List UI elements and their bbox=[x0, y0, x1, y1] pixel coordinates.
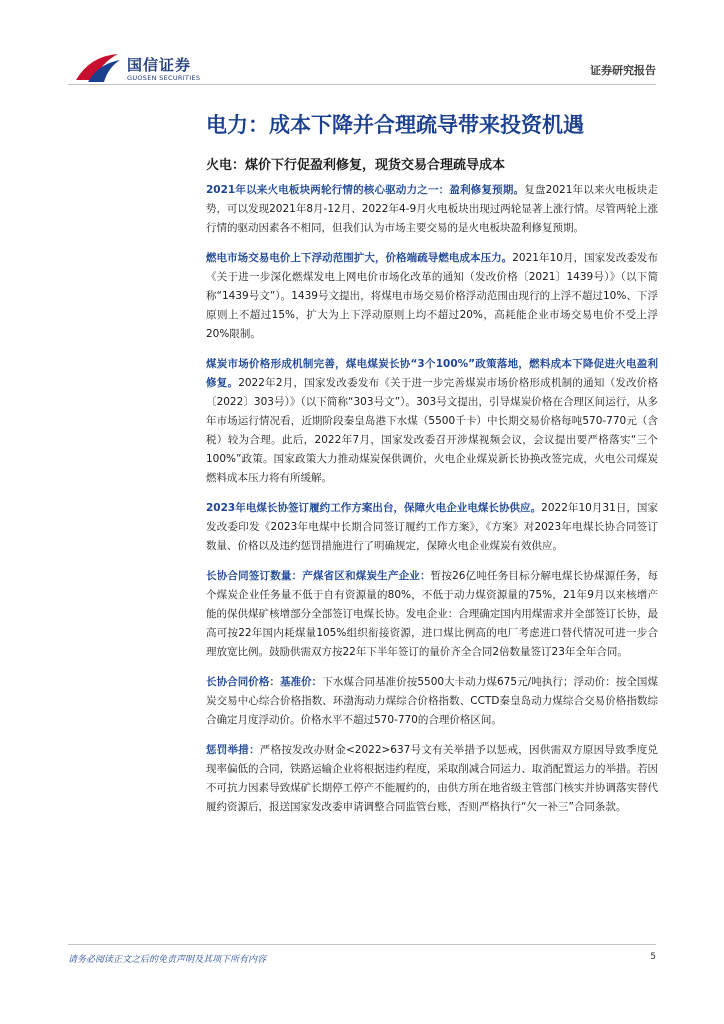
paragraph bbox=[206, 355, 658, 488]
paragraph-body: 复盘2021年以来火电板块走势，可以发现2021年8月-12月、2022年4-9月火电板块出现过两轮显著上涨行情。尽管两轮上涨行情的驱动因素各不相同，但我们认为市场主要交易的是火电板块盈利修复预期。 bbox=[206, 184, 658, 234]
sub-title: 火电：煤价下行促盈利修复，现货交易合理疏导成本 bbox=[206, 157, 506, 173]
logo-chinese-name: 国信证券 bbox=[127, 56, 192, 74]
paragraph bbox=[206, 499, 658, 556]
paragraph bbox=[206, 741, 658, 817]
footer-divider bbox=[68, 944, 656, 945]
paragraph-body: 暂按26亿吨任务目标分解电煤长协煤源任务，每个煤炭企业任务量不低于自有资源量的80%，不低于动力煤资源量的75%，21年9月以来核增产能的保供煤矿核增部分全部签订电煤长协。发电企业：合理确定国内用煤需求并全部签订长协，最高可按22年国内耗煤量105%组织衔接资源，进口煤比例高的电厂考虑进口替代情况可进一步合理放宽比例。鼓励供需双方按22年下半年签订的量价齐全合同2倍数量签订23年全年合同。 bbox=[206, 570, 658, 658]
paragraph-lead: 长协合同价格：基准价： bbox=[206, 676, 323, 688]
page-header bbox=[0, 0, 724, 90]
paragraph-body: 2022年2月，国家发改委发布《关于进一步完善煤炭市场价格形成机制的通知（发改价格〔2022〕303号）》（以下简称“303号文”）。303号文提出，引导煤炭价格在合理区间运行，从多年市场运行情况看，近期阶段秦皇岛港下水煤（5500千卡）中长期交易价格每吨570-770元（含税）较为合理。此后，2022年7月，国家发改委召开涉煤视频会议，会议提出要严格落实“三个100%”政策。国家政策大力推动煤炭保供调价，火电企业煤炭新长协换改签完成，火电公司煤炭燃料成本压力将有所缓解。 bbox=[206, 377, 658, 484]
brand-logo bbox=[72, 50, 202, 86]
header-divider bbox=[68, 84, 656, 85]
paragraph-lead: 长协合同签订数量：产煤省区和煤炭生产企业： bbox=[206, 570, 431, 582]
paragraph-lead: 煤炭市场价格形成机制完善，煤电煤炭长协“3个100%”政策落地，燃料成本下降促进火电盈利修复。 bbox=[206, 358, 658, 389]
logo-english-name: GUOSEN SECURITIES bbox=[127, 74, 201, 82]
paragraph bbox=[206, 249, 658, 344]
paragraph bbox=[206, 673, 658, 730]
report-type-label: 证券研究报告 bbox=[590, 64, 656, 77]
footer-disclaimer: 请务必阅读正文之后的免责声明及其项下所有内容 bbox=[68, 955, 267, 965]
paragraph bbox=[206, 567, 658, 662]
paragraph-lead: 燃电市场交易电价上下浮动范围扩大，价格端疏导燃电成本压力。 bbox=[206, 252, 513, 264]
paragraph-body: 2022年10月31日，国家发改委印发《2023年电煤中长期合同签订履约工作方案》，《方案》对2023年电煤长协合同签订数量、价格以及违约惩罚措施进行了明确规定，保障火电企业煤炭有效供应。 bbox=[206, 502, 658, 552]
section-title: 电力：成本下降并合理疏导带来投资机遇 bbox=[206, 113, 584, 137]
paragraph-lead: 惩罚举措： bbox=[206, 744, 260, 756]
paragraph-lead: 2023年电煤长协签订履约工作方案出台，保障火电企业电煤长协供应。 bbox=[206, 502, 542, 514]
paragraph-body: 2021年10月，国家发改委发布《关于进一步深化燃煤发电上网电价市场化改革的通知（发改价格〔2021〕1439号）》（以下简称“1439号文”）。1439号文提出，将煤电市场交易价格浮动范围由现行的上浮不超过10%、下浮原则上不超过15%，扩大为上下浮动原则上均不超过20%，高耗能企业市场交易电价不受上浮20%限制。 bbox=[206, 252, 658, 340]
paragraph-body: 严格按发改办财金<2022>637号文有关举措予以惩戒，因供需双方原因导致季度兑现率偏低的合同，铁路运输企业将根据违约程度，采取削减合同运力、取消配置运力的举措。若因不可抗力因素导致煤矿长期停工停产不能履约的，由供方所在地省级主管部门核实并协调落实替代履约资源后，报送国家发改委申请调整合同监管台账，否则严格执行“欠一补三”合同条款。 bbox=[206, 744, 659, 813]
page-number: 5 bbox=[650, 952, 656, 962]
main-content bbox=[206, 110, 658, 828]
paragraph-lead: 2021年以来火电板块两轮行情的核心驱动力之一：盈利修复预期。 bbox=[206, 184, 525, 196]
guosen-logo-icon bbox=[72, 50, 124, 84]
paragraph bbox=[206, 181, 658, 238]
paragraph-body: 下水煤合同基准价按5500大卡动力煤675元/吨执行；浮动价：按全国煤炭交易中心综合价格指数、环渤海动力煤综合价格指数、CCTD秦皇岛动力煤综合交易价格指数综合确定月度浮动价。价格水平不超过570-770的合理价格区间。 bbox=[206, 676, 658, 726]
